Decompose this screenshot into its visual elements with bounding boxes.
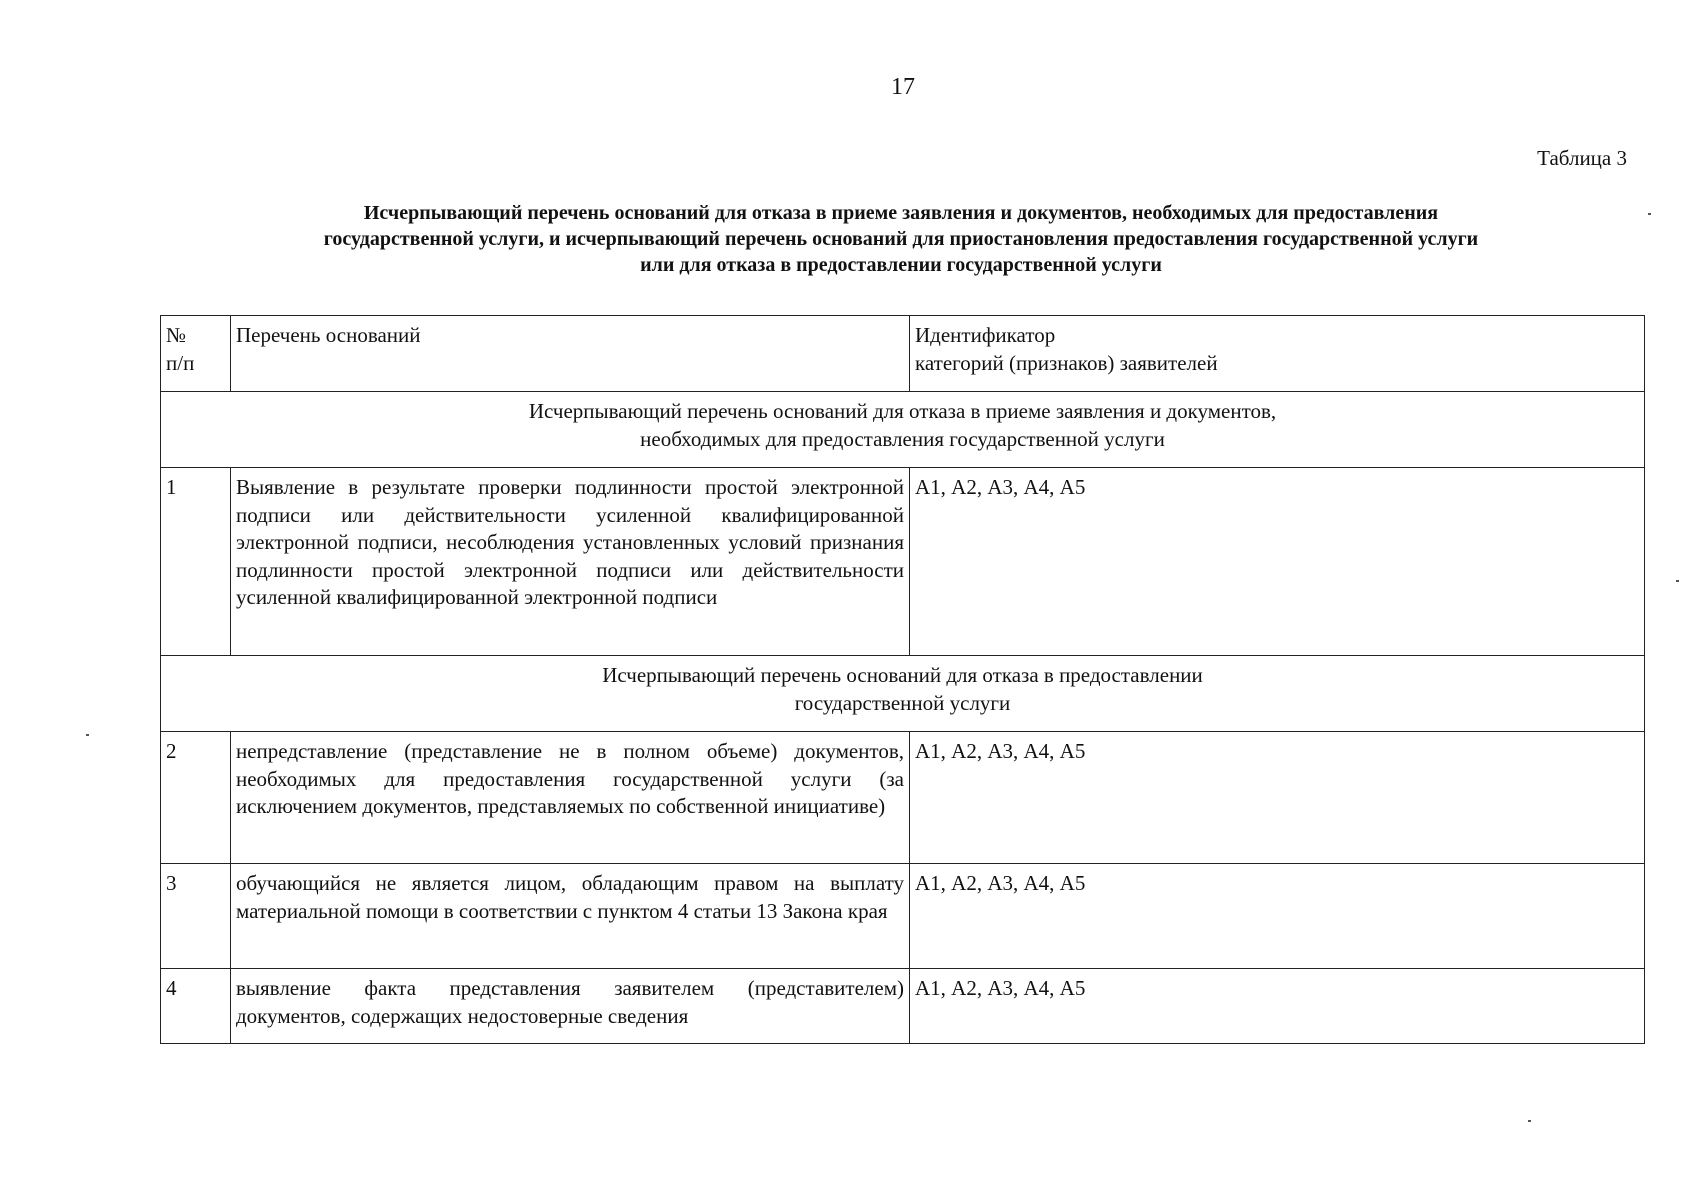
header-identifier-line: категорий (признаков) заявителей [915,350,1218,375]
row-grounds-cell: Выявление в результате проверки подлинности простой электронной подписи или действительности усиленной квалифицированной электронной подписи, несоблюдения установленных условий признания подлинности простой электронной подписи или действительности усиленной квалифицированной электронной подписи [231,468,910,656]
heading-line: государственной услуги, и исчерпывающий перечень оснований для приостановления предоставления государственной услуги [323,228,1479,250]
row-identifier-cell: А1, А2, А3, А4, А5 [910,468,1645,656]
section-title-cell [161,656,1645,732]
section-title-line: Исчерпывающий перечень оснований для отказа в предоставлении [602,663,1203,687]
table-header-row [161,316,1645,392]
header-grounds-cell: Перечень оснований [231,316,910,392]
row-identifier-cell: А1, А2, А3, А4, А5 [910,732,1645,864]
header-identifier-line: Идентификатор [915,323,1056,347]
section-title-cell [161,392,1645,468]
scan-speck [1676,580,1679,582]
header-number-cell [161,316,231,392]
row-number-cell: 2 [161,732,231,864]
table-row [161,732,1645,864]
row-identifier-cell: А1, А2, А3, А4, А5 [910,864,1645,969]
section-row [161,656,1645,732]
row-number-cell: 1 [161,468,231,656]
header-number-line: № [166,323,187,347]
row-grounds-cell: обучающийся не является лицом, обладающим правом на выплату материальной помощи в соответствии с пунктом 4 статьи 13 Закона края [231,864,910,969]
header-number-line: п/п [166,350,195,375]
row-number-cell: 4 [161,969,231,1044]
section-row [161,392,1645,468]
row-grounds-cell: непредставление (представление не в полном объеме) документов, необходимых для предоставления государственной услуги (за исключением документов, представляемых по собственной инициативе) [231,732,910,864]
row-identifier-cell: А1, А2, А3, А4, А5 [910,969,1645,1044]
scan-speck [1528,1120,1531,1122]
table-row [161,468,1645,656]
heading-line: или для отказа в предоставлении государственной услуги [640,254,1162,276]
heading-line: Исчерпывающий перечень оснований для отказа в приеме заявления и документов, необходимых для предоставления [363,202,1439,224]
section-title-line: Исчерпывающий перечень оснований для отказа в приеме заявления и документов, [528,399,1277,423]
grounds-table [160,315,1645,1044]
table-row [161,864,1645,969]
row-number-cell: 3 [161,864,231,969]
header-identifier-cell [910,316,1645,392]
row-grounds-cell: выявление факта представления заявителем (представителем) документов, содержащих недостоверные сведения [231,969,910,1044]
table-row [161,969,1645,1044]
section-title-line: государственной услуги [794,690,1011,715]
scan-speck [1648,213,1651,215]
page-number: 17 [891,74,915,100]
table-caption: Таблица 3 [1537,146,1627,170]
scan-speck [86,734,89,736]
table-heading [150,200,1652,278]
section-title-line: необходимых для предоставления государственной услуги [640,426,1165,451]
